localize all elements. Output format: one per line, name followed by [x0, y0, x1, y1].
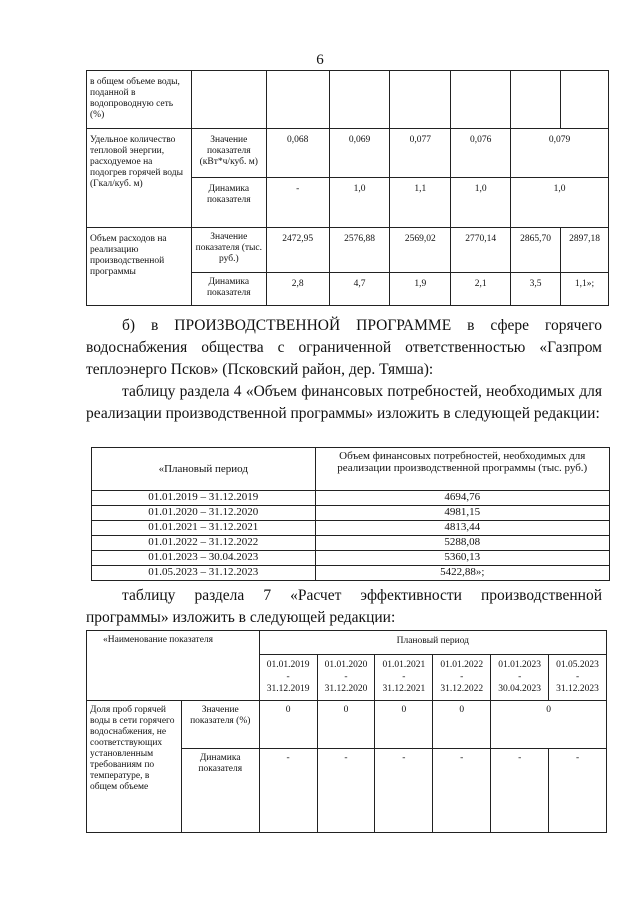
period-cell: 01.01.2021 – 31.12.2021	[92, 521, 316, 536]
paragraph-table4-text: таблицу раздела 4 «Объем финансовых потребностей, необходимых для реализации производственной программы» изложить в следующей редакции:	[86, 383, 602, 422]
period-from: 01.01.2022	[440, 660, 484, 670]
period-from: 01.01.2021	[382, 660, 426, 670]
paragraph-b-text: б) в ПРОИЗВОДСТВЕННОЙ ПРОГРАММЕ в сфере горячего водоснабжения общества с ограниченной ответственностью «Газпром теплоэнерго Псков» (Псковский район, дер. Тямша):	[86, 317, 602, 378]
header-period: «Плановый период	[92, 448, 316, 491]
period-dash: -	[402, 672, 406, 682]
value-cell: 4694,76	[315, 491, 609, 506]
paragraph-table4	[86, 381, 602, 425]
indicator-name: Доля проб горячей воды в сети горячего водоснабжения, не соответствующих установленным требованиям по температуре, в общем объеме	[87, 701, 182, 833]
value-cell: 2865,70	[511, 228, 561, 273]
dynamics-cell: 1,0	[451, 178, 511, 228]
indicator-name: Объем расходов на реализацию производственной программы	[87, 228, 192, 306]
dynamics-cell: 2,8	[266, 273, 329, 306]
dynamics-label: Динамика показателя	[181, 749, 259, 833]
value-cell: 0	[259, 701, 317, 749]
header-planned-period: Плановый период	[259, 631, 606, 655]
period-header	[549, 655, 607, 701]
financial-needs-table	[91, 447, 610, 581]
dynamics-cell: -	[317, 749, 375, 833]
value-cell: 0	[317, 701, 375, 749]
dynamics-cell: -	[375, 749, 433, 833]
value-cell: 0	[491, 701, 607, 749]
period-dash: -	[460, 672, 464, 682]
period-dash: -	[518, 672, 522, 682]
period-dash: -	[286, 672, 290, 682]
period-dash: -	[344, 672, 348, 682]
period-header	[317, 655, 375, 701]
header-volume: Объем финансовых потребностей, необходимых для реализации производственной программы (тыс. руб.)	[315, 448, 609, 491]
value-cell: 0	[433, 701, 491, 749]
period-dash: -	[575, 672, 580, 682]
value-cell: 5422,88»;	[315, 566, 609, 581]
value-cell: 4981,15	[315, 506, 609, 521]
period-to: 31.12.2019	[266, 684, 310, 694]
dynamics-cell: 1,0	[511, 178, 609, 228]
value-cell: 4813,44	[315, 521, 609, 536]
period-to: 31.12.2020	[324, 684, 368, 694]
dynamics-cell: 1,9	[390, 273, 451, 306]
value-cell: 0,076	[451, 129, 511, 178]
period-cell: 01.01.2020 – 31.12.2020	[92, 506, 316, 521]
dynamics-cell: -	[266, 178, 329, 228]
value-cell: 0,079	[511, 129, 609, 178]
dynamics-cell: -	[259, 749, 317, 833]
dynamics-cell: 1,1»;	[561, 273, 609, 306]
period-from: 01.05.2023	[556, 660, 599, 670]
header-indicator-name: «Наименование показателя	[87, 631, 260, 701]
value-cell: 2472,95	[266, 228, 329, 273]
efficiency-table	[86, 630, 607, 833]
value-cell: 2569,02	[390, 228, 451, 273]
period-from: 01.01.2020	[324, 660, 368, 670]
value-label: Значение показателя (%)	[181, 701, 259, 749]
indicator-name: Удельное количество тепловой энергии, расходуемое на подогрев горячей воды (Гкал/куб. м)	[87, 129, 192, 228]
value-cell: 5288,08	[315, 536, 609, 551]
dynamics-cell: 3,5	[511, 273, 561, 306]
dynamics-cell: -	[491, 749, 549, 833]
paragraph-b	[86, 315, 602, 381]
dynamics-cell: 1,0	[329, 178, 390, 228]
indicator-name: в общем объеме воды, поданной в водопроводную сеть (%)	[87, 71, 192, 129]
value-cell: 2897,18	[561, 228, 609, 273]
value-cell: 0	[375, 701, 433, 749]
period-header	[259, 655, 317, 701]
period-header	[433, 655, 491, 701]
period-cell: 01.01.2019 – 31.12.2019	[92, 491, 316, 506]
value-cell: 2576,88	[329, 228, 390, 273]
value-label: Значение показателя (тыс. руб.)	[191, 228, 266, 273]
period-header	[491, 655, 549, 701]
efficiency-table-continued	[86, 70, 609, 306]
period-to: 30.04.2023	[498, 684, 542, 694]
period-cell: 01.05.2023 – 31.12.2023	[92, 566, 316, 581]
period-from: 01.01.2019	[266, 660, 310, 670]
period-to: 31.12.2021	[382, 684, 426, 694]
dynamics-cell: -	[549, 749, 607, 833]
paragraph-table7-text: таблицу раздела 7 «Расчет эффективности производственной программы» изложить в следующей редакции:	[86, 587, 602, 626]
value-cell: 2770,14	[451, 228, 511, 273]
period-cell: 01.01.2023 – 30.04.2023	[92, 551, 316, 566]
period-cell: 01.01.2022 – 31.12.2022	[92, 536, 316, 551]
dynamics-cell: 1,1	[390, 178, 451, 228]
page-number: 6	[316, 52, 324, 68]
value-label: Значение показателя (кВт*ч/куб. м)	[191, 129, 266, 178]
value-cell: 0,068	[266, 129, 329, 178]
dynamics-cell: -	[433, 749, 491, 833]
dynamics-cell: 4,7	[329, 273, 390, 306]
value-cell: 5360,13	[315, 551, 609, 566]
dynamics-cell: 2,1	[451, 273, 511, 306]
paragraph-table7	[86, 585, 602, 629]
period-to: 31.12.2022	[440, 684, 484, 694]
period-to: 31.12.2023	[556, 684, 599, 694]
period-header	[375, 655, 433, 701]
value-cell: 0,077	[390, 129, 451, 178]
value-cell: 0,069	[329, 129, 390, 178]
dynamics-label: Динамика показателя	[191, 178, 266, 228]
period-from: 01.01.2023	[498, 660, 542, 670]
dynamics-label: Динамика показателя	[191, 273, 266, 306]
